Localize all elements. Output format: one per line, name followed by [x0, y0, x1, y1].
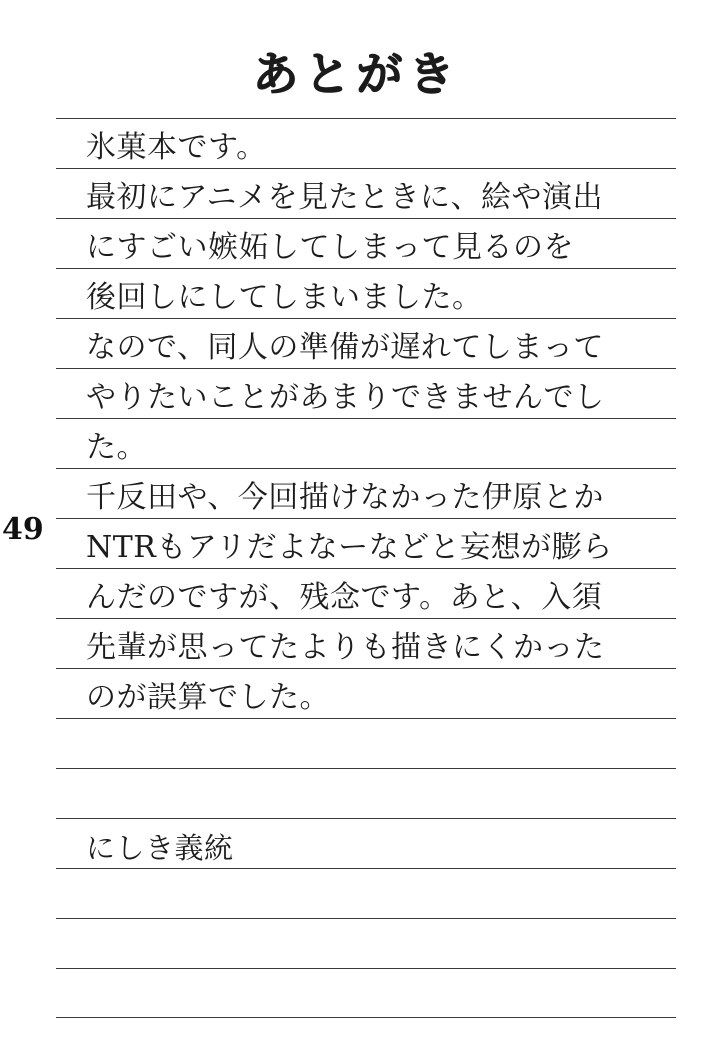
text-line: [56, 118, 676, 168]
line-text: 先輩が思ってたよりも描きにくかった: [86, 630, 605, 665]
line-text: んだのですが、残念です。あと、入須: [86, 580, 603, 615]
line-text: 最初にアニメを見たときに、絵や演出: [86, 180, 603, 215]
line-text: 千反田や、今回描けなかった伊原とか: [86, 480, 604, 515]
page-title: あとがき: [252, 47, 461, 101]
text-line: [56, 468, 676, 518]
ruled-writing-area: [56, 118, 676, 1018]
text-line-blank: [56, 768, 676, 818]
text-line: [56, 518, 676, 568]
text-line-blank: [56, 718, 676, 768]
line-text: 氷菓本です。: [86, 130, 267, 165]
line-text: 後回しにしてしまいました。: [86, 280, 483, 315]
text-line: [56, 668, 676, 718]
text-line-blank: [56, 968, 676, 1018]
text-line-blank: [56, 918, 676, 968]
page-number: 49: [2, 512, 44, 547]
line-text: にすごい嫉妬してしまって見るのを: [86, 230, 574, 265]
line-text: NTRもアリだよなーなどと妄想が膨ら: [86, 530, 613, 565]
signature-line: [56, 818, 676, 868]
text-line: [56, 418, 676, 468]
line-text: た。: [86, 430, 147, 465]
text-line: [56, 568, 676, 618]
line-text: のが誤算でした。: [86, 680, 330, 715]
text-line-blank: [56, 868, 676, 918]
text-line: [56, 368, 676, 418]
text-line: [56, 618, 676, 668]
signature-text: にしき義統: [86, 831, 234, 865]
text-line: [56, 218, 676, 268]
line-text: なので、同人の準備が遅れてしまって: [86, 330, 604, 365]
text-line: [56, 168, 676, 218]
text-line: [56, 268, 676, 318]
line-text: やりたいことがあまりできませんでし: [86, 380, 605, 415]
text-line: [56, 318, 676, 368]
